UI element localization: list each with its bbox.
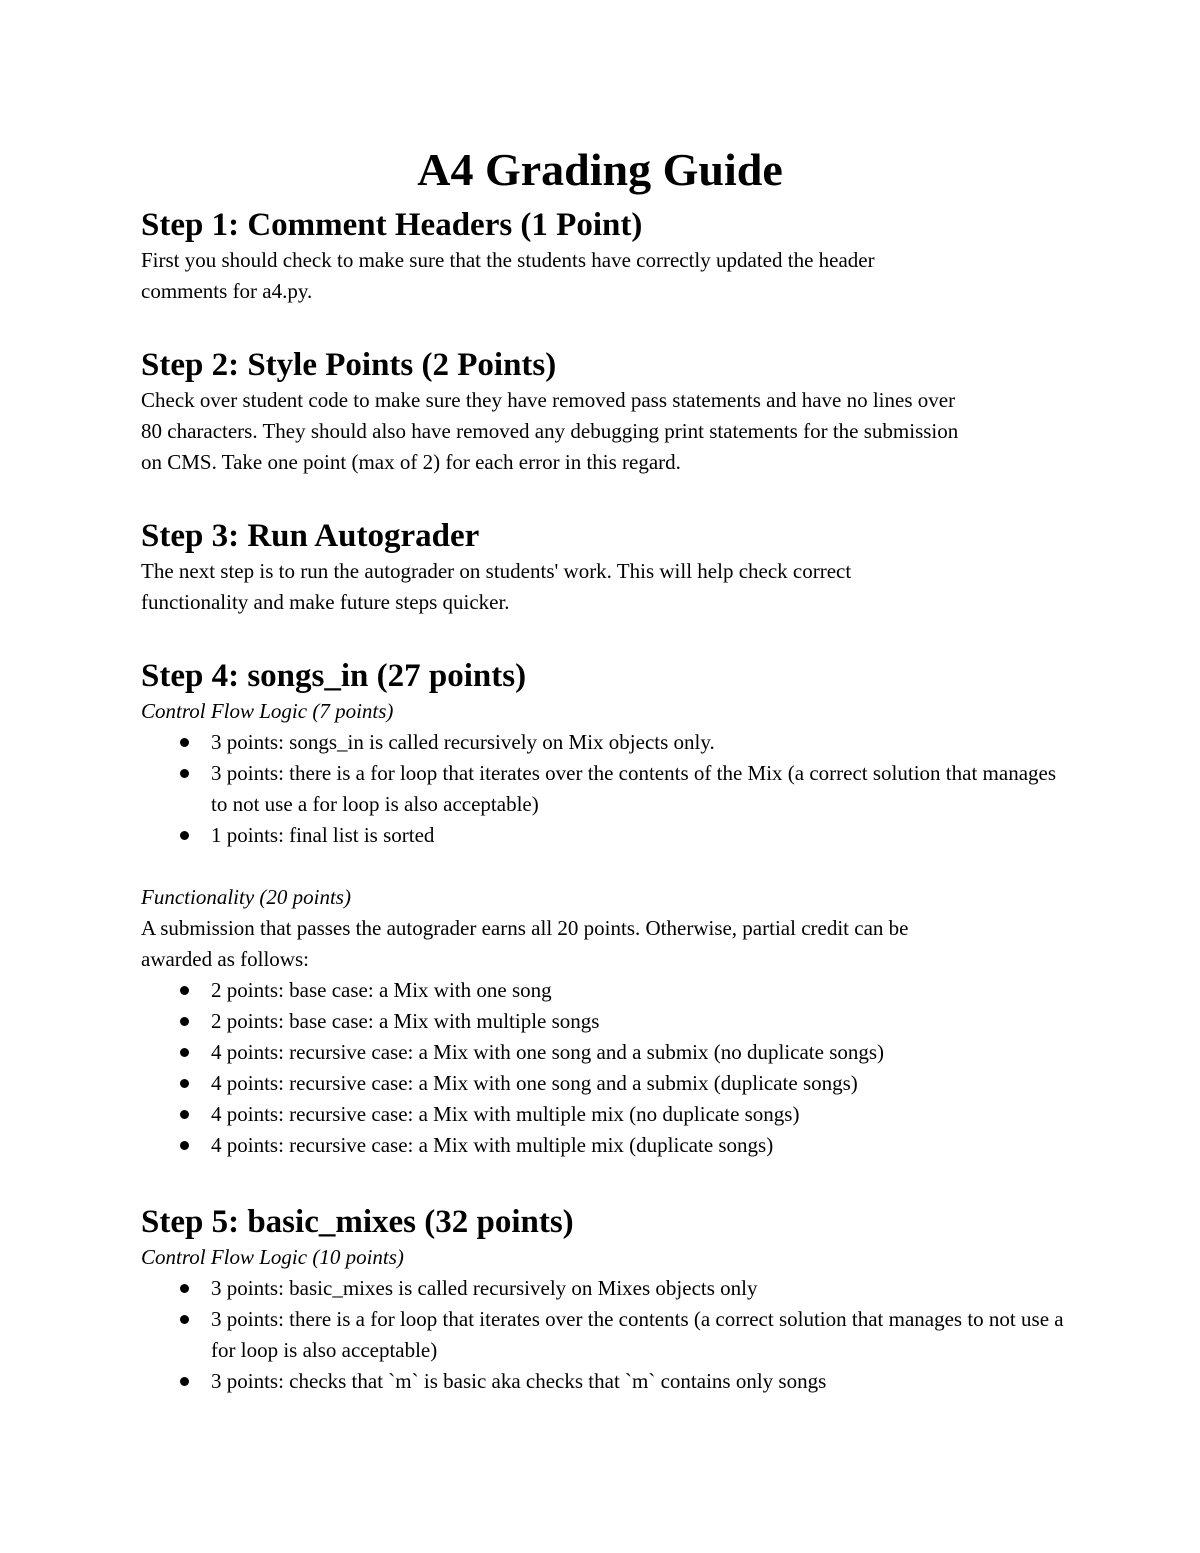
step4-functionality-list: [141, 975, 1071, 1161]
step2-line-1: Check over student code to make sure they have removed pass statements and have no lines over: [141, 388, 956, 412]
step4-section: [141, 656, 1071, 1161]
step1-line-1: First you should check to make sure that the students have correctly updated the header: [141, 248, 875, 272]
step3-section: [141, 516, 1071, 618]
step5-control-flow-list: [141, 1273, 1071, 1397]
step5-heading: Step 5: basic_mixes (32 points): [141, 1204, 574, 1240]
step4-control-flow-list: [141, 727, 1071, 851]
step1-text: [141, 245, 1071, 307]
step3-line-2: functionality and make future steps quicker.: [141, 590, 510, 614]
list-item: 3 points: there is a for loop that iterates over the contents of the Mix (a correct solution that manages to not use a for loop is also acceptable): [141, 758, 1071, 820]
step5-control-flow-label: Control Flow Logic (10 points): [141, 1245, 404, 1269]
step4-functionality-text: [141, 913, 1071, 975]
list-item: 4 points: recursive case: a Mix with multiple mix (no duplicate songs): [141, 1099, 1071, 1130]
step1-line-2: comments for a4.py.: [141, 279, 313, 303]
list-item: 3 points: songs_in is called recursively on Mix objects only.: [141, 727, 1071, 758]
step3-heading: Step 3: Run Autograder: [141, 518, 480, 554]
step3-line-1: The next step is to run the autograder on students' work. This will help check correct: [141, 559, 852, 583]
step3-text: [141, 556, 1071, 618]
document-title: A4 Grading Guide: [417, 144, 783, 195]
step2-section: [141, 345, 1071, 478]
step2-line-2: 80 characters. They should also have removed any debugging print statements for the submission: [141, 419, 959, 443]
step1-section: [141, 205, 1071, 307]
step2-line-3: on CMS. Take one point (max of 2) for each error in this regard.: [141, 450, 681, 474]
list-item: 4 points: recursive case: a Mix with multiple mix (duplicate songs): [141, 1130, 1071, 1161]
step2-heading: Step 2: Style Points (2 Points): [141, 347, 557, 383]
list-item: 3 points: checks that `m` is basic aka checks that `m` contains only songs: [141, 1366, 1071, 1397]
step5-section: [141, 1202, 1071, 1397]
list-item: 4 points: recursive case: a Mix with one song and a submix (no duplicate songs): [141, 1037, 1071, 1068]
step4-heading: Step 4: songs_in (27 points): [141, 658, 527, 694]
step4-functionality-line-2: awarded as follows:: [141, 947, 309, 971]
step2-text: [141, 385, 1071, 478]
step4-functionality-line-1: A submission that passes the autograder earns all 20 points. Otherwise, partial credit can be: [141, 916, 909, 940]
step4-functionality-label: Functionality (20 points): [141, 885, 351, 909]
list-item: 3 points: there is a for loop that iterates over the contents (a correct solution that manages to not use a for loop is also acceptable): [141, 1304, 1071, 1366]
step1-heading: Step 1: Comment Headers (1 Point): [141, 207, 643, 243]
list-item: 3 points: basic_mixes is called recursively on Mixes objects only: [141, 1273, 1071, 1304]
list-item: 2 points: base case: a Mix with one song: [141, 975, 1071, 1006]
list-item: 4 points: recursive case: a Mix with one song and a submix (duplicate songs): [141, 1068, 1071, 1099]
list-item: 2 points: base case: a Mix with multiple songs: [141, 1006, 1071, 1037]
list-item: 1 points: final list is sorted: [141, 820, 1071, 851]
step4-control-flow-label: Control Flow Logic (7 points): [141, 699, 394, 723]
